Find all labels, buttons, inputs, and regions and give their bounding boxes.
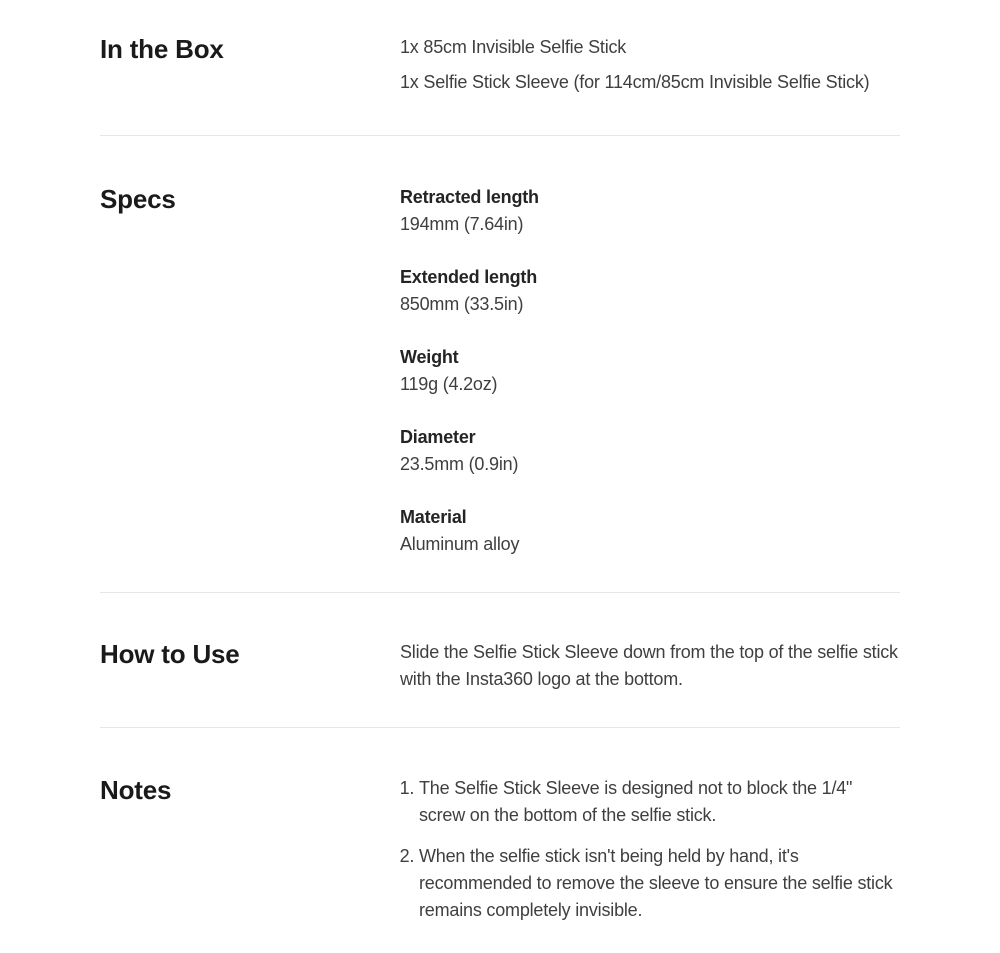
spec-row	[400, 504, 900, 558]
spec-value: Aluminum alloy	[400, 534, 520, 554]
specs-title: Specs	[100, 184, 176, 214]
section-title-cell	[100, 184, 400, 558]
spec-value: 23.5mm (0.9in)	[400, 454, 519, 474]
section-specs	[100, 136, 900, 593]
how-to-use-content	[400, 639, 900, 693]
note-item: 2. When the selfie stick isn't being held by hand, it's recommended to remove the sleeve to ensure the selfie stick remains completely invisible.	[419, 843, 900, 924]
section-how-to-use	[100, 593, 900, 728]
note-item: 1. The Selfie Stick Sleeve is designed not to block the 1/4" screw on the bottom of the selfie stick.	[419, 775, 900, 829]
product-info-page	[100, 0, 900, 952]
notes-list	[400, 775, 900, 924]
spec-label: Weight	[400, 347, 459, 367]
how-to-use-text: Slide the Selfie Stick Sleeve down from the top of the selfie stick with the Insta360 logo at the bottom.	[400, 642, 898, 689]
spec-row	[400, 184, 900, 238]
notes-title: Notes	[100, 775, 172, 805]
section-in-the-box	[100, 0, 900, 136]
spec-value: 194mm (7.64in)	[400, 214, 524, 234]
spec-label: Diameter	[400, 427, 476, 447]
spec-row	[400, 424, 900, 478]
spec-row	[400, 264, 900, 318]
box-item: 1x Selfie Stick Sleeve (for 114cm/85cm Invisible Selfie Stick)	[400, 72, 870, 92]
spec-value: 850mm (33.5in)	[400, 294, 524, 314]
box-item: 1x 85cm Invisible Selfie Stick	[400, 37, 627, 57]
in-the-box-content	[400, 34, 900, 96]
section-notes	[100, 728, 900, 952]
spec-label: Extended length	[400, 267, 538, 287]
in-the-box-title: In the Box	[100, 34, 224, 64]
spec-row	[400, 344, 900, 398]
section-title-cell	[100, 34, 400, 96]
how-to-use-title: How to Use	[100, 639, 240, 669]
section-title-cell	[100, 639, 400, 693]
specs-content	[400, 184, 900, 558]
spec-label: Material	[400, 507, 467, 527]
notes-content	[400, 775, 900, 924]
section-title-cell	[100, 775, 400, 924]
spec-label: Retracted length	[400, 187, 539, 207]
spec-value: 119g (4.2oz)	[400, 374, 498, 394]
